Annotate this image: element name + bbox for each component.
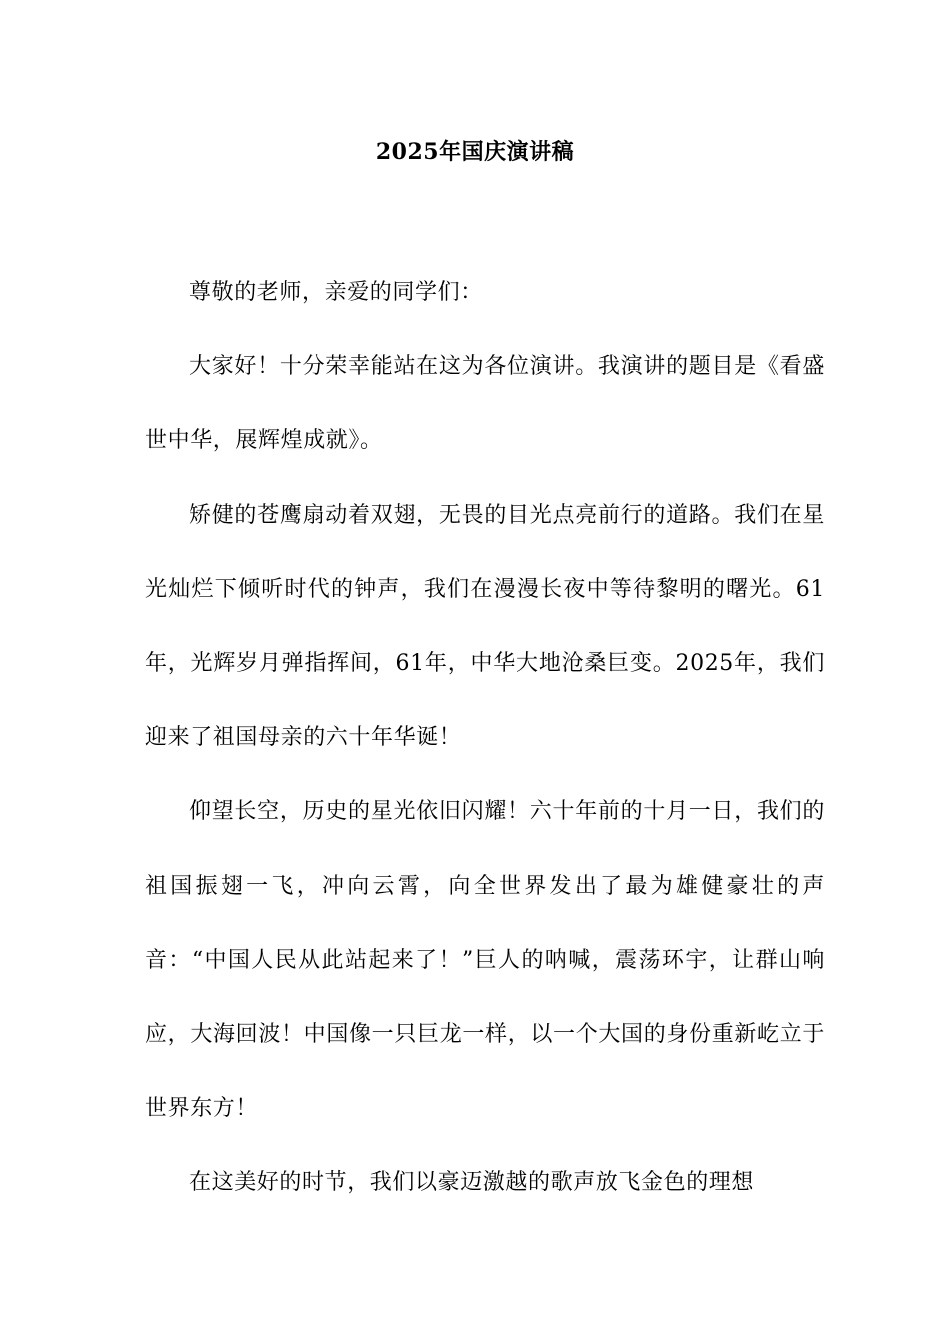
document-title: 2025年国庆演讲稿 (375, 139, 575, 165)
paragraph-salutation: 尊敬的老师，亲爱的同学们： (189, 280, 483, 305)
paragraph-ideal: 在这美好的时节，我们以豪迈激越的歌声放飞金色的理想 (189, 1170, 755, 1196)
document-body (145, 256, 825, 1221)
paragraph-greeting: 大家好！十分荣幸能站在这为各位演讲。我演讲的题目是《看盛世中华，展辉煌成就》。 (145, 354, 825, 454)
paragraph-eagle: 矫健的苍鹰扇动着双翅，无畏的目光点亮前行的道路。我们在星光灿烂下倾听时代的钟声，我们在漫漫长夜中等待黎明的曙光。61年，光辉岁月弹指挥间，61年，中华大地沧桑巨变。2025年，我们迎来了祖国母亲的六十年华诞！ (145, 502, 825, 751)
paragraph-history: 仰望长空，历史的星光依旧闪耀！六十年前的十月一日，我们的祖国振翅一飞，冲向云霄，向全世界发出了最为雄健豪壮的声音：“中国人民从此站起来了！”巨人的呐喊，震荡环宇，让群山响应，大海回波！中国像一只巨龙一样，以一个大国的身份重新屹立于世界东方！ (145, 799, 825, 1122)
